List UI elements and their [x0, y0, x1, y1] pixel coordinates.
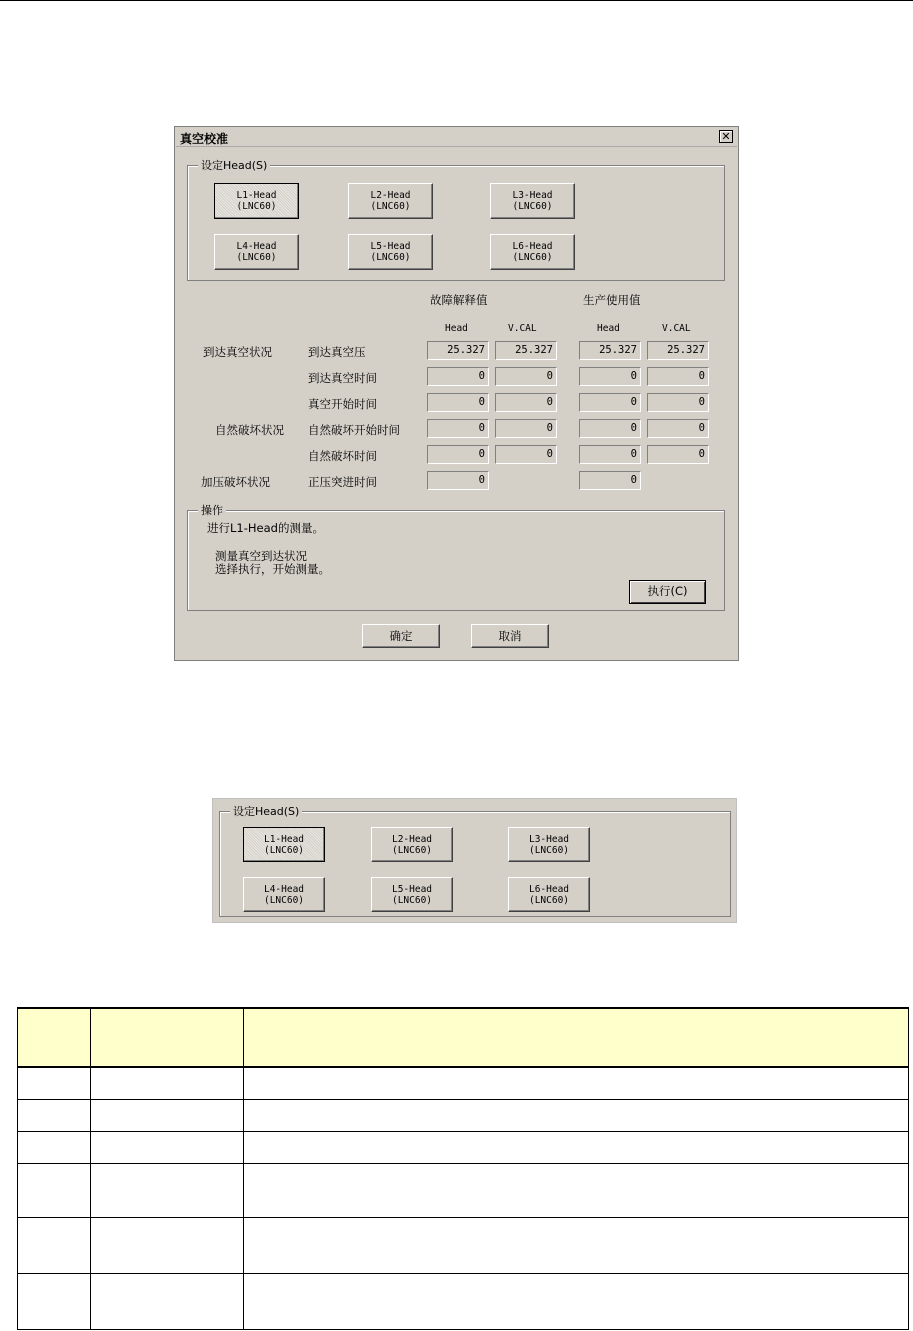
table-cell	[91, 1163, 244, 1217]
fault-head-field: 0	[427, 471, 489, 490]
fault-vcal-field: 0	[495, 445, 557, 464]
table-cell	[91, 1099, 244, 1131]
row-label: 正压突进时间	[308, 475, 377, 489]
table-row	[18, 1273, 909, 1329]
closeup-l4-model: (LNC60)	[263, 895, 305, 906]
fault-vcal-field: 0	[495, 367, 557, 386]
row-label: 自然破坏开始时间	[308, 423, 400, 437]
table-header-cell	[244, 1008, 909, 1067]
prod-vcal-field: 0	[647, 445, 709, 464]
prod-vcal-field: 0	[647, 367, 709, 386]
head-selection-closeup	[212, 798, 737, 923]
table-cell	[244, 1273, 909, 1329]
fault-head-field: 0	[427, 367, 489, 386]
table-cell	[91, 1131, 244, 1163]
ok-button[interactable]: 确定	[362, 624, 440, 648]
head-button-l6-name: L6-Head	[512, 241, 553, 252]
closeup-head-button-l1[interactable]	[243, 827, 325, 862]
head-button-l4[interactable]	[214, 234, 299, 270]
prod-head-field: 0	[579, 393, 641, 412]
closeup-l5-model: (LNC60)	[391, 895, 433, 906]
table-header-row	[18, 1008, 909, 1067]
closeup-head-button-l6[interactable]	[508, 877, 590, 912]
prod-head-field: 0	[579, 367, 641, 386]
table-row	[18, 1163, 909, 1217]
prod-vcal-field: 0	[647, 393, 709, 412]
table-cell	[18, 1099, 91, 1131]
head-button-l2-model: (LNC60)	[370, 201, 411, 212]
closeup-head-group	[219, 805, 731, 917]
operation-instruction-1: 测量真空到达状况	[215, 549, 307, 563]
head-selection-group	[187, 159, 725, 281]
category-natural-break: 自然破坏状况	[215, 423, 284, 437]
fault-head-field: 0	[427, 393, 489, 412]
head-button-l1-name: L1-Head	[236, 190, 277, 201]
table-cell	[18, 1217, 91, 1273]
table-cell	[18, 1163, 91, 1217]
head-button-l3[interactable]	[490, 183, 575, 219]
head-button-l3-name: L3-Head	[512, 190, 553, 201]
fault-head-field: 0	[427, 419, 489, 438]
fault-values-header: 故障解释值	[430, 293, 488, 307]
fault-vcal-field: 0	[495, 419, 557, 438]
operation-group	[187, 504, 725, 611]
table-cell	[244, 1067, 909, 1099]
closeup-l4-name: L4-Head	[263, 884, 305, 895]
row-label: 自然破坏时间	[308, 449, 377, 463]
row-label: 真空开始时间	[308, 397, 377, 411]
closeup-head-button-l5[interactable]	[371, 877, 453, 912]
table-cell	[244, 1163, 909, 1217]
fault-vcal-column: V.CAL	[508, 323, 537, 334]
closeup-head-legend: 设定Head(S)	[230, 803, 302, 819]
table-cell	[91, 1217, 244, 1273]
head-button-l1[interactable]	[214, 183, 299, 219]
head-button-l5[interactable]	[348, 234, 433, 270]
prod-vcal-column: V.CAL	[662, 323, 691, 334]
close-icon[interactable]: ✕	[719, 130, 733, 143]
fault-vcal-field: 0	[495, 393, 557, 412]
table-cell	[244, 1131, 909, 1163]
fault-vcal-field: 25.327	[495, 341, 557, 360]
closeup-l1-model: (LNC60)	[263, 845, 305, 856]
fault-head-column: Head	[445, 323, 468, 334]
category-vacuum-reach: 到达真空状况	[203, 345, 272, 359]
table-header-cell	[18, 1008, 91, 1067]
fault-head-field: 25.327	[427, 341, 489, 360]
head-group-legend: 设定Head(S)	[198, 157, 270, 173]
closeup-head-button-l4[interactable]	[243, 877, 325, 912]
operation-instruction-2: 选择执行，开始测量。	[215, 562, 330, 576]
closeup-l3-name: L3-Head	[528, 834, 570, 845]
prod-head-field: 25.327	[579, 341, 641, 360]
prod-head-field: 0	[579, 419, 641, 438]
category-pressure-break: 加压破坏状况	[201, 475, 270, 489]
table-row	[18, 1217, 909, 1273]
closeup-l5-name: L5-Head	[391, 884, 433, 895]
title-bar	[176, 128, 737, 147]
prod-head-field: 0	[579, 445, 641, 464]
fault-head-field: 0	[427, 445, 489, 464]
head-button-l2[interactable]	[348, 183, 433, 219]
head-button-l4-name: L4-Head	[236, 241, 277, 252]
head-button-l2-name: L2-Head	[370, 190, 411, 201]
prod-head-field: 0	[579, 471, 641, 490]
description-table	[17, 1007, 909, 1330]
head-button-l4-model: (LNC60)	[236, 252, 277, 263]
closeup-l2-name: L2-Head	[391, 834, 433, 845]
closeup-l6-model: (LNC60)	[528, 895, 570, 906]
table-cell	[91, 1273, 244, 1329]
table-header-cell	[91, 1008, 244, 1067]
closeup-head-button-l2[interactable]	[371, 827, 453, 862]
head-button-l3-model: (LNC60)	[512, 201, 553, 212]
closeup-l6-name: L6-Head	[528, 884, 570, 895]
cancel-button[interactable]: 取消	[471, 624, 549, 648]
row-label: 到达真空时间	[308, 371, 377, 385]
table-cell	[91, 1067, 244, 1099]
vacuum-calibration-dialog	[174, 126, 739, 661]
row-label: 到达真空压	[308, 345, 366, 359]
operation-legend: 操作	[198, 502, 226, 518]
table-row	[18, 1067, 909, 1099]
table-row	[18, 1099, 909, 1131]
table-cell	[18, 1273, 91, 1329]
production-values-header: 生产使用值	[583, 293, 641, 307]
closeup-l2-model: (LNC60)	[391, 845, 433, 856]
head-button-l5-model: (LNC60)	[370, 252, 411, 263]
closeup-l3-model: (LNC60)	[528, 845, 570, 856]
table-cell	[244, 1099, 909, 1131]
closeup-l1-name: L1-Head	[263, 834, 305, 845]
table-cell	[18, 1067, 91, 1099]
head-button-l1-model: (LNC60)	[236, 201, 277, 212]
dialog-title: 真空校准	[180, 132, 229, 146]
table-cell	[18, 1131, 91, 1163]
prod-head-column: Head	[597, 323, 620, 334]
head-button-l6-model: (LNC60)	[512, 252, 553, 263]
head-button-l5-name: L5-Head	[370, 241, 411, 252]
page-top-rule	[0, 0, 913, 1]
table-row	[18, 1131, 909, 1163]
closeup-head-button-l3[interactable]	[508, 827, 590, 862]
prod-vcal-field: 25.327	[647, 341, 709, 360]
table-cell	[244, 1217, 909, 1273]
head-button-l6[interactable]	[490, 234, 575, 270]
operation-message: 进行L1-Head的测量。	[207, 521, 324, 535]
prod-vcal-field: 0	[647, 419, 709, 438]
execute-button[interactable]: 执行(C)	[629, 580, 706, 604]
